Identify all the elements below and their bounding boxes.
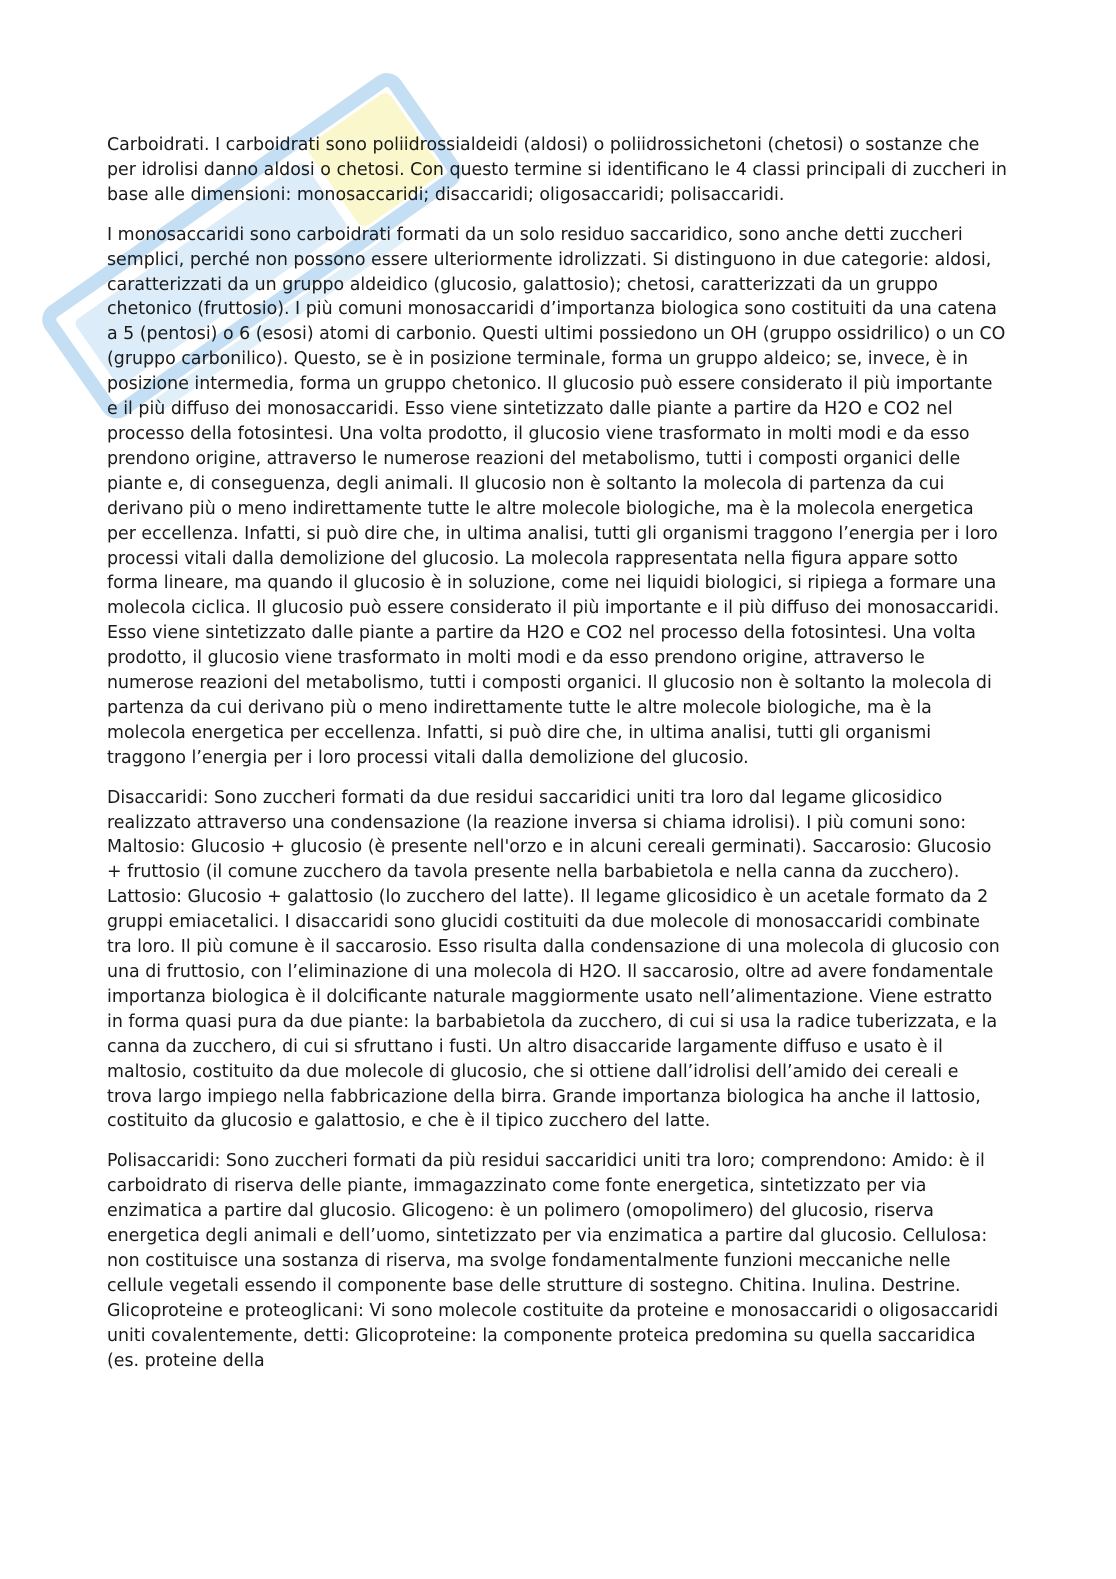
- paragraph-polisaccaridi: Polisaccaridi: Sono zuccheri formati da più residui saccaridici uniti tra loro; comprendono: Amido: è il carboidrato di riserva delle piante, immagazzinato come fonte energetica, sintetizzato per via enzimatica a partire dal glucosio. Glicogeno: è un polimero (omopolimero) del glucosio, riserva energetica degli animali e dell’uomo, sintetizzato per via enzimatica a partire dal glucosio. Cellulosa: non costituisce una sostanza di riserva, ma svolge fondamentalmente funzioni meccaniche nelle cellule vegetali essendo il componente base delle strutture di sostegno. Chitina. Inulina. Destrine. Glicoproteine e proteoglicani: Vi sono molecole costituite da proteine e monosaccaridi o oligosaccaridi uniti covalentemente, detti: Glicoproteine: la componente proteica predomina su quella saccaridica (es. proteine della: [107, 1151, 999, 1371]
- paragraph-carboidrati: Carboidrati. I carboidrati sono poliidrossialdeidi (aldosi) o poliidrossichetoni (chetosi) o sostanze che per idrolisi danno aldosi o chetosi. Con questo termine si identificano le 4 classi principali di zuccheri in base alle dimensioni: monosaccaridi; disaccaridi; oligosaccaridi; polisaccaridi.: [107, 135, 1007, 205]
- document-body: [107, 133, 1007, 1389]
- paragraph-monosaccaridi: I monosaccaridi sono carboidrati formati da un solo residuo saccaridico, sono anche detti zuccheri semplici, perché non possono essere ulteriormente idrolizzati. Si distinguono in due categorie: aldosi, caratterizzati da un gruppo aldeidico (glucosio, galattosio); chetosi, caratterizzati da un gruppo chetonico (fruttosio). I più comuni monosaccaridi d’importanza biologica sono costituiti da una catena a 5 (pentosi) o 6 (esosi) atomi di carbonio. Questi ultimi possiedono un OH (gruppo ossidrilico) o un CO (gruppo carbonilico). Questo, se è in posizione terminale, forma un gruppo aldeico; se, invece, è in posizione intermedia, forma un gruppo chetonico. Il glucosio può essere considerato il più importante e il più diffuso dei monosaccaridi. Esso viene sintetizzato dalle piante a partire da H2O e CO2 nel processo della fotosintesi. Una volta prodotto, il glucosio viene trasformato in molti modi e da esso prendono origine, attraverso le numerose reazioni del metabolismo, tutti i composti organici delle piante e, di conseguenza, degli animali. Il glucosio non è soltanto la molecola di partenza da cui derivano più o meno indirettamente tutte le altre molecole biologiche, ma è la molecola energetica per eccellenza. Infatti, si può dire che, in ultima analisi, tutti gli organismi traggono l’energia per i loro processi vitali dalla demolizione del glucosio. La molecola rappresentata nella figura appare sotto forma lineare, ma quando il glucosio è in soluzione, come nei liquidi biologici, si ripiega a formare una molecola ciclica. Il glucosio può essere considerato il più importante e il più diffuso dei monosaccaridi. Esso viene sintetizzato dalle piante a partire da H2O e CO2 nel processo della fotosintesi. Una volta prodotto, il glucosio viene trasformato in molti modi e da esso prendono origine, attraverso le numerose reazioni del metabolismo, tutti i composti organici. Il glucosio non è soltanto la molecola di partenza da cui derivano più o meno indirettamente tutte le altre molecole biologiche, ma è la molecola energetica per eccellenza. Infatti, si può dire che, in ultima analisi, tutti gli organismi traggono l’energia per i loro processi vitali dalla demolizione del glucosio.: [107, 224, 1006, 768]
- paragraph-disaccaridi: Disaccaridi: Sono zuccheri formati da due residui saccaridici uniti tra loro dal legame glicosidico realizzato attraverso una condensazione (la reazione inversa si chiama idrolisi). I più comuni sono: Maltosio: Glucosio + glucosio (è presente nell'orzo e in alcuni cereali germinati). Saccarosio: Glucosio + fruttosio (il comune zucchero da tavola presente nella barbabietola e nella canna da zucchero). Lattosio: Glucosio + galattosio (lo zucchero del latte). Il legame glicosidico è un acetale formato da 2 gruppi emiacetalici. I disaccaridi sono glucidi costituiti da due molecole di monosaccaridi combinate tra loro. Il più comune è il saccarosio. Esso risulta dalla condensazione di una molecola di glucosio con una di fruttosio, con l’eliminazione di una molecola di H2O. Il saccarosio, oltre ad avere fondamentale importanza biologica è il dolcificante naturale maggiormente usato nell’alimentazione. Viene estratto in forma quasi pura da due piante: la barbabietola da zucchero, di cui si usa la radice tuberizzata, e la canna da zucchero, di cui si sfruttano i fusti. Un altro disaccaride largamente diffuso e usato è il maltosio, costituito da due molecole di glucosio, che si ottiene dall’idrolisi dell’amido dei cereali e trova largo impiego nella fabbricazione della birra. Grande importanza biologica ha anche il lattosio, costituito da glucosio e galattosio, e che è il tipico zucchero del latte.: [107, 787, 1000, 1132]
